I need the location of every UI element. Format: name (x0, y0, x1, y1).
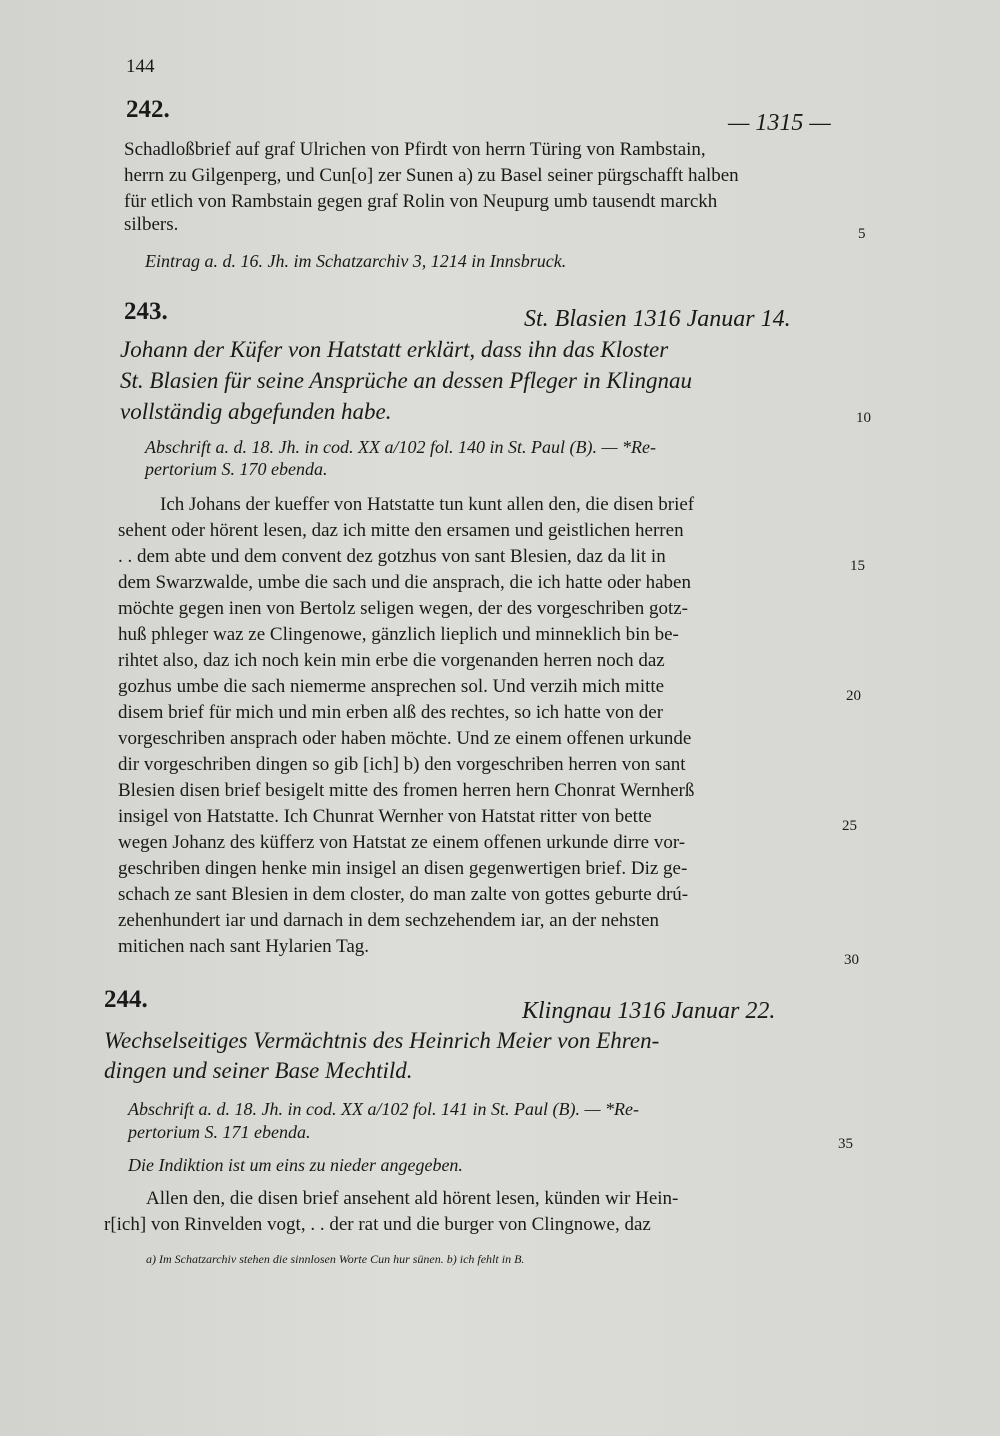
margin-line-number: 5 (858, 226, 866, 242)
text-line: mitichen nach sant Hylarien Tag. (118, 936, 370, 957)
page-number: 144 (126, 56, 155, 77)
summary-line: vollständig abgefunden habe. (120, 399, 392, 424)
text-line: vorgeschriben ansprach oder haben möchte. Und ze einem offenen urkunde (118, 728, 692, 749)
footnote: a) Im Schatzarchiv stehen die sinnlosen Worte Cun hur sünen. b) ich fehlt in B. (146, 1252, 525, 1266)
margin-line-number: 15 (850, 558, 865, 574)
text-line: wegen Johanz des küfferz von Hatstat ze einem offenen urkunde dirre vor- (118, 832, 686, 853)
text-line: gozhus umbe die sach niemerme ansprechen sol. Und verzih mich mitte (118, 676, 665, 697)
entry-date-244: Klingnau 1316 Januar 22. (522, 998, 776, 1024)
text-line: insigel von Hatstatte. Ich Chunrat Wernher von Hatstat ritter von bette (118, 806, 652, 827)
entry-number-244: 244. (104, 986, 148, 1013)
text-line: dem Swarzwalde, umbe die sach und die ansprach, die ich hatte oder haben (118, 572, 691, 593)
margin-line-number: 10 (856, 410, 871, 426)
text-line: schach ze sant Blesien in dem closter, do man zalte von gottes geburte drú- (118, 884, 689, 905)
source-note: Eintrag a. d. 16. Jh. im Schatzarchiv 3, 1214 in Innsbruck. (145, 251, 567, 271)
text-line: dir vorgeschriben dingen so gib [ich] b) den vorgeschriben herren von sant (118, 754, 686, 775)
source-note: Abschrift a. d. 18. Jh. in cod. XX a/102 fol. 141 in St. Paul (B). — *Re- (128, 1099, 639, 1119)
text-line: Allen den, die disen brief ansehent ald hörent lesen, künden wir Hein- (146, 1188, 679, 1209)
source-note: pertorium S. 170 ebenda. (145, 459, 328, 479)
text-line: . . dem abte und dem convent dez gotzhus von sant Blesien, daz da lit in (118, 546, 666, 567)
summary-line: St. Blasien für seine Ansprüche an dessen Pfleger in Klingnau (120, 368, 692, 393)
source-note: Die Indiktion ist um eins zu nieder angegeben. (128, 1155, 463, 1175)
margin-line-number: 25 (842, 818, 857, 834)
entry-number-242: 242. (126, 96, 170, 123)
margin-line-number: 20 (846, 688, 861, 704)
summary-line: für etlich von Rambstain gegen graf Rolin von Neupurg umb tausendt marckh (124, 191, 718, 212)
text-line: disem brief für mich und min erben alß des rechtes, so ich hatte von der (118, 702, 664, 723)
text-line: zehenhundert iar und darnach in dem sechzehendem iar, an der nehsten (118, 910, 660, 931)
summary-line: dingen und seiner Base Mechtild. (104, 1058, 413, 1083)
source-note: pertorium S. 171 ebenda. (128, 1122, 311, 1142)
margin-line-number: 30 (844, 952, 859, 968)
entry-number-243: 243. (124, 298, 168, 325)
summary-line: herrn zu Gilgenperg, und Cun[o] zer Sunen a) zu Basel seiner pürgschafft halben (124, 165, 739, 186)
summary-line: Schadloßbrief auf graf Ulrichen von Pfirdt von herrn Türing von Rambstain, (124, 139, 706, 160)
text-line: Ich Johans der kueffer von Hatstatte tun kunt allen den, die disen brief (160, 494, 695, 515)
text-line: möchte gegen inen von Bertolz seligen wegen, der des vorgeschriben gotz- (118, 598, 688, 619)
margin-line-number: 35 (838, 1136, 853, 1152)
source-note: Abschrift a. d. 18. Jh. in cod. XX a/102 fol. 140 in St. Paul (B). — *Re- (145, 437, 656, 457)
summary-line: Wechselseitiges Vermächtnis des Heinrich Meier von Ehren- (104, 1028, 660, 1053)
entry-date-242: — 1315 — (728, 110, 831, 136)
text-line: Blesien disen brief besigelt mitte des fromen herren hern Chonrat Wernherß (118, 780, 695, 801)
summary-line: Johann der Küfer von Hatstatt erklärt, dass ihn das Kloster (120, 337, 669, 362)
text-line: rihtet also, daz ich noch kein min erbe die vorgenanden herren noch daz (118, 650, 665, 671)
summary-line: silbers. (124, 214, 179, 235)
text-line: sehent oder hörent lesen, daz ich mitte den ersamen und geistlichen herren (118, 520, 684, 541)
entry-date-243: St. Blasien 1316 Januar 14. (524, 306, 791, 332)
text-line: huß phleger waz ze Clingenowe, gänzlich lieplich und minneklich bin be- (118, 624, 679, 645)
text-line: r[ich] von Rinvelden vogt, . . der rat und die burger von Clingnowe, daz (104, 1214, 651, 1235)
text-line: geschriben dingen henke min insigel an disen gegenwertigen brief. Diz ge- (118, 858, 688, 879)
